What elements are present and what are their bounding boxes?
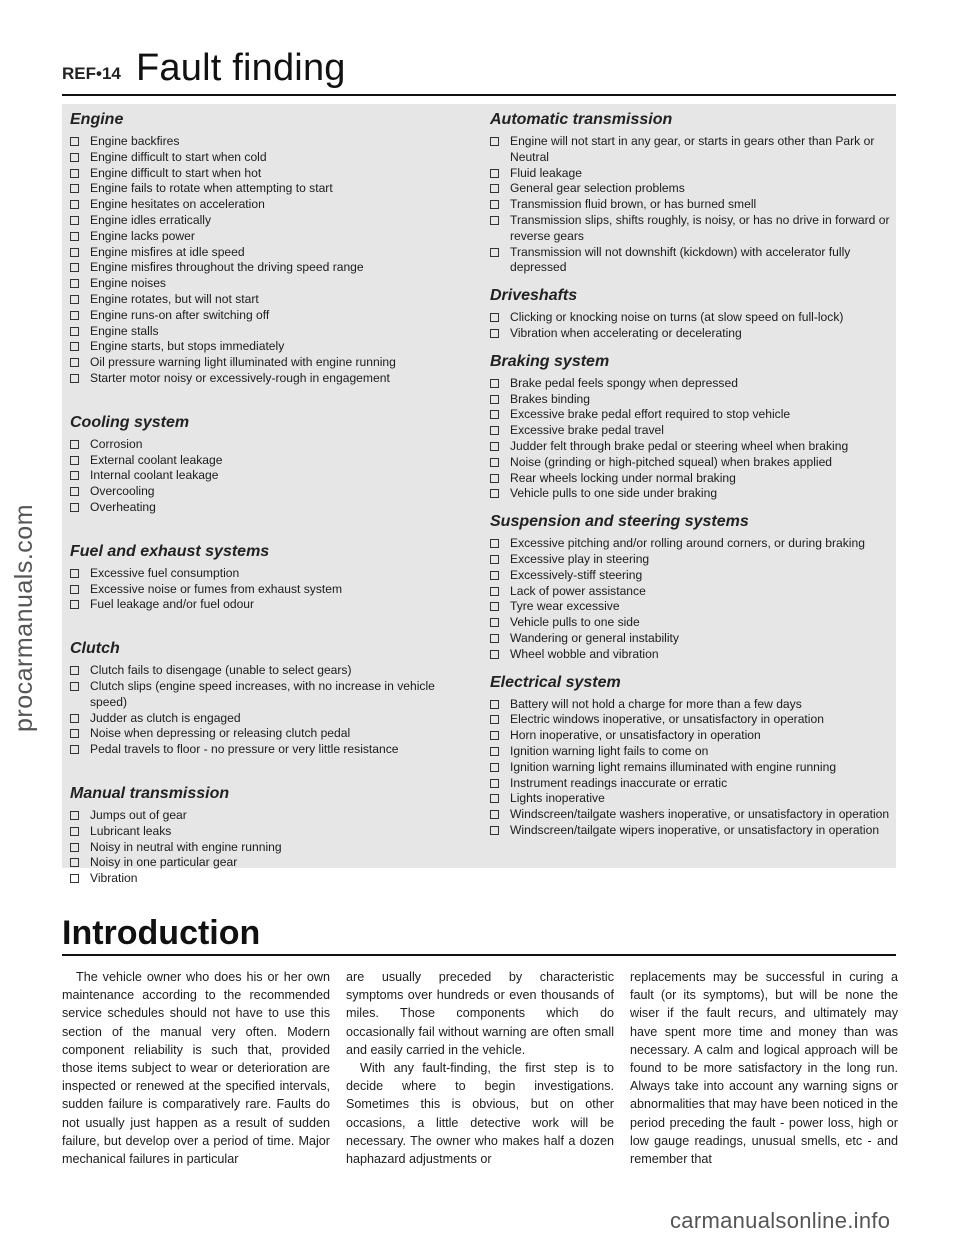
- symptom-item: [70, 324, 470, 340]
- symptom-item: [490, 423, 890, 439]
- checkbox-icon: [490, 200, 499, 209]
- checkbox-icon: [490, 474, 499, 483]
- symptom-text: Electric windows inoperative, or unsatisfactory in operation: [510, 712, 824, 727]
- symptom-item: [70, 726, 470, 742]
- symptom-item: [70, 339, 470, 355]
- symptom-text: Starter motor noisy or excessively-rough in engagement: [90, 370, 390, 385]
- symptom-text: Fluid leakage: [510, 165, 582, 180]
- checkbox-icon: [490, 700, 499, 709]
- symptom-text: Engine lacks power: [90, 228, 195, 243]
- symptom-text: Windscreen/tailgate wipers inoperative, or unsatisfactory in operation: [510, 822, 880, 837]
- symptom-item: [70, 824, 470, 840]
- checkbox-icon: [70, 600, 79, 609]
- symptom-list: [490, 376, 890, 502]
- checkbox-icon: [70, 471, 79, 480]
- symptom-text: Battery will not hold a charge for more than a few days: [510, 696, 802, 711]
- symptom-text: Excessive fuel consumption: [90, 565, 240, 580]
- section-title: Automatic transmission: [490, 111, 673, 128]
- symptom-text: Engine stalls: [90, 323, 159, 338]
- symptom-item: [490, 213, 890, 245]
- symptom-text: Lack of power assistance: [510, 583, 646, 598]
- page-title: Fault finding: [136, 47, 346, 89]
- symptom-text: Engine starts, but stops immediately: [90, 339, 285, 354]
- section-engine: [70, 110, 470, 387]
- checkbox-icon: [490, 458, 499, 467]
- symptom-item: [70, 679, 470, 711]
- symptom-item: [70, 855, 470, 871]
- checkbox-icon: [70, 811, 79, 820]
- checkbox-icon: [490, 810, 499, 819]
- section-driveshafts: [490, 286, 890, 342]
- section-manual-transmission: [70, 784, 470, 887]
- checkbox-icon: [490, 826, 499, 835]
- symptom-item: [70, 742, 470, 758]
- symptom-item: [490, 712, 890, 728]
- checkbox-icon: [70, 456, 79, 465]
- symptom-text: Brake pedal feels spongy when depressed: [510, 375, 738, 390]
- footer-watermark: carmanualsonline.info: [670, 1208, 891, 1233]
- checkbox-icon: [490, 248, 499, 257]
- symptom-text: Clutch fails to disengage (unable to select gears): [90, 663, 352, 678]
- symptom-item: [70, 260, 470, 276]
- checkbox-icon: [490, 571, 499, 580]
- checkbox-icon: [490, 794, 499, 803]
- checkbox-icon: [490, 634, 499, 643]
- checkbox-icon: [70, 729, 79, 738]
- symptom-text: Instrument readings inaccurate or erratic: [510, 775, 728, 790]
- checkbox-icon: [490, 137, 499, 146]
- symptom-item: [490, 197, 890, 213]
- symptom-text: Transmission slips, shifts roughly, is noisy, or has no drive in forward or reverse gears: [510, 212, 890, 243]
- checkbox-icon: [70, 440, 79, 449]
- checkbox-icon: [490, 731, 499, 740]
- checkbox-icon: [490, 489, 499, 498]
- symptom-item: [490, 647, 890, 663]
- checkbox-icon: [490, 184, 499, 193]
- symptom-text: Transmission will not downshift (kickdown) with accelerator fully depressed: [510, 244, 851, 275]
- symptom-item: [70, 276, 470, 292]
- symptom-item: [70, 484, 470, 500]
- side-watermark: procarmanuals.com: [10, 503, 38, 733]
- contents-panel: [62, 104, 896, 886]
- section-fuel-and-exhaust-systems: [70, 542, 470, 613]
- checkbox-icon: [490, 313, 499, 322]
- symptom-text: Jumps out of gear: [90, 807, 187, 822]
- section-title: Manual transmission: [70, 784, 230, 802]
- symptom-text: Engine difficult to start when hot: [90, 165, 262, 180]
- contents-right-column: [490, 104, 890, 839]
- symptom-text: Vehicle pulls to one side under braking: [510, 486, 718, 501]
- intro-column-3: [630, 968, 898, 1168]
- section-automatic-transmission: [490, 110, 890, 276]
- checkbox-icon: [70, 374, 79, 383]
- checkbox-icon: [70, 843, 79, 852]
- page-reference: REF•14: [62, 64, 121, 83]
- symptom-text: Overcooling: [90, 484, 155, 499]
- symptom-text: Engine fails to rotate when attempting to start: [90, 181, 333, 196]
- symptom-item: [70, 453, 470, 469]
- section-electrical-system: [490, 673, 890, 839]
- symptom-item: [490, 310, 890, 326]
- symptom-text: Judder felt through brake pedal or steering wheel when braking: [510, 438, 849, 453]
- intro-column-2: [346, 968, 614, 1168]
- symptom-item: [490, 760, 890, 776]
- intro-paragraph: replacements may be successful in curing a fault (or its symptoms), but will be none the wiser if the fault recurs, and ultimately may have spent more time and money than was necessary. A calm and logical approach will be found to be more satisfactory in the long run. Always take into account any warning signs or abnormalities that may have been noticed in the period preceding the fault - power loss, high or low gauge readings, unusual smells, etc - and remember that: [630, 970, 898, 1167]
- checkbox-icon: [70, 585, 79, 594]
- symptom-text: Engine will not start in any gear, or starts in gears other than Park or Neutral: [510, 134, 875, 164]
- checkbox-icon: [490, 379, 499, 388]
- symptom-text: Ignition warning light fails to come on: [510, 743, 709, 758]
- symptom-item: [490, 823, 890, 839]
- symptom-item: [70, 500, 470, 516]
- checkbox-icon: [70, 184, 79, 193]
- symptom-text: Judder as clutch is engaged: [90, 710, 241, 725]
- symptom-text: Vibration when accelerating or decelerating: [510, 325, 742, 340]
- symptom-item: [490, 245, 890, 277]
- symptom-item: [70, 245, 470, 261]
- intro-paragraph: With any fault-finding, the first step is to decide where to begin investigations. Sometimes this is obvious, but on other occasions, a little detective work will be necessary. The owner who makes half a dozen haphazard adjustments or: [346, 1061, 614, 1167]
- section-suspension-and-steering-systems: [490, 512, 890, 662]
- symptom-text: Engine noises: [90, 276, 166, 291]
- checkbox-icon: [490, 410, 499, 419]
- checkbox-icon: [70, 874, 79, 883]
- symptom-list: [70, 134, 470, 387]
- symptom-text: Vibration: [90, 871, 138, 886]
- symptom-list: [490, 134, 890, 276]
- symptom-text: Engine difficult to start when cold: [90, 149, 267, 164]
- symptom-item: [70, 437, 470, 453]
- symptom-item: [490, 615, 890, 631]
- checkbox-icon: [70, 682, 79, 691]
- symptom-text: Fuel leakage and/or fuel odour: [90, 597, 255, 612]
- symptom-text: Engine hesitates on acceleration: [90, 197, 265, 212]
- symptom-item: [490, 392, 890, 408]
- symptom-list: [490, 697, 890, 839]
- symptom-text: Vehicle pulls to one side: [510, 615, 640, 630]
- symptom-item: [490, 552, 890, 568]
- introduction-rule: [62, 954, 896, 956]
- symptom-text: Overheating: [90, 499, 156, 514]
- symptom-list: [70, 566, 470, 613]
- symptom-item: [70, 566, 470, 582]
- symptom-item: [70, 166, 470, 182]
- symptom-item: [70, 150, 470, 166]
- symptom-item: [70, 840, 470, 856]
- checkbox-icon: [70, 216, 79, 225]
- symptom-item: [70, 229, 470, 245]
- checkbox-icon: [490, 747, 499, 756]
- symptom-item: [490, 568, 890, 584]
- symptom-item: [490, 166, 890, 182]
- introduction-heading: Introduction: [62, 914, 261, 952]
- checkbox-icon: [490, 587, 499, 596]
- symptom-text: Noise when depressing or releasing clutch pedal: [90, 726, 351, 741]
- symptom-text: Excessively-stiff steering: [510, 567, 643, 582]
- symptom-item: [490, 697, 890, 713]
- symptom-text: Ignition warning light remains illuminated with engine running: [510, 759, 837, 774]
- section-title: Driveshafts: [490, 287, 578, 305]
- checkbox-icon: [70, 666, 79, 675]
- symptom-item: [490, 134, 890, 166]
- symptom-item: [70, 371, 470, 387]
- symptom-text: Oil pressure warning light illuminated with engine running: [90, 355, 396, 370]
- symptom-item: [490, 776, 890, 792]
- checkbox-icon: [490, 555, 499, 564]
- page-header: [62, 44, 896, 92]
- checkbox-icon: [490, 539, 499, 548]
- symptom-text: Wandering or general instability: [510, 630, 679, 645]
- symptom-item: [490, 728, 890, 744]
- checkbox-icon: [490, 715, 499, 724]
- checkbox-icon: [490, 763, 499, 772]
- symptom-text: Engine idles erratically: [90, 212, 211, 227]
- symptom-text: Excessive noise or fumes from exhaust system: [90, 581, 343, 596]
- symptom-item: [490, 599, 890, 615]
- symptom-item: [490, 376, 890, 392]
- checkbox-icon: [490, 650, 499, 659]
- symptom-item: [70, 711, 470, 727]
- section-cooling-system: [70, 413, 470, 516]
- symptom-list: [490, 310, 890, 342]
- intro-column-1: [62, 968, 330, 1168]
- symptom-text: Noise (grinding or high-pitched squeal) when brakes applied: [510, 454, 833, 469]
- checkbox-icon: [70, 295, 79, 304]
- symptom-text: Excessive brake pedal effort required to stop vehicle: [510, 407, 791, 422]
- symptom-item: [490, 471, 890, 487]
- symptom-item: [70, 582, 470, 598]
- symptom-item: [490, 326, 890, 342]
- symptom-text: Horn inoperative, or unsatisfactory in operation: [510, 728, 761, 743]
- symptom-text: Brakes binding: [510, 391, 591, 406]
- symptom-text: Excessive play in steering: [510, 551, 650, 566]
- symptom-text: Wheel wobble and vibration: [510, 646, 659, 661]
- section-title: Clutch: [70, 640, 120, 658]
- checkbox-icon: [70, 232, 79, 241]
- section-braking-system: [490, 352, 890, 502]
- checkbox-icon: [70, 745, 79, 754]
- symptom-item: [490, 455, 890, 471]
- symptom-text: Internal coolant leakage: [90, 468, 219, 483]
- symptom-item: [490, 744, 890, 760]
- checkbox-icon: [70, 714, 79, 723]
- symptom-text: Tyre wear excessive: [510, 599, 620, 614]
- symptom-item: [490, 439, 890, 455]
- symptom-list: [70, 808, 470, 887]
- section-title: Cooling system: [70, 413, 190, 431]
- symptom-text: Engine misfires at idle speed: [90, 244, 245, 259]
- checkbox-icon: [490, 779, 499, 788]
- checkbox-icon: [490, 442, 499, 451]
- symptom-text: Lubricant leaks: [90, 823, 172, 838]
- section-title: Electrical system: [490, 673, 621, 691]
- section-title: Braking system: [490, 352, 610, 370]
- checkbox-icon: [70, 487, 79, 496]
- symptom-item: [70, 871, 470, 887]
- checkbox-icon: [70, 137, 79, 146]
- symptom-item: [490, 791, 890, 807]
- symptom-text: Corrosion: [90, 436, 143, 451]
- symptom-text: Windscreen/tailgate washers inoperative, or unsatisfactory in operation: [510, 807, 890, 822]
- checkbox-icon: [490, 216, 499, 225]
- symptom-text: Excessive pitching and/or rolling around corners, or during braking: [510, 536, 865, 551]
- intro-paragraph: The vehicle owner who does his or her own maintenance according to the recommended service schedules should not have to use this section of the manual very often. Modern component reliability is such that, provided those items subject to wear or deterioration are inspected or renewed at the specified intervals, sudden failure is comparatively rare. Faults do not usually just happen as a result of sudden failure, but develop over a period of time. Major mechanical failures in particular: [62, 970, 330, 1167]
- symptom-item: [70, 308, 470, 324]
- checkbox-icon: [70, 248, 79, 257]
- symptom-list: [70, 663, 470, 758]
- intro-paragraph: are usually preceded by characteristic symptoms over hundreds or even thousands of miles. Those components which do occasionally fail without warning are often small and easily carried in the vehicle.: [346, 970, 614, 1057]
- checkbox-icon: [70, 263, 79, 272]
- symptom-item: [70, 181, 470, 197]
- header-rule: [62, 94, 896, 96]
- symptom-text: Pedal travels to floor - no pressure or very little resistance: [90, 742, 399, 757]
- symptom-item: [70, 213, 470, 229]
- checkbox-icon: [70, 311, 79, 320]
- section-title: Fuel and exhaust systems: [70, 542, 270, 560]
- symptom-text: External coolant leakage: [90, 452, 223, 467]
- symptom-item: [490, 584, 890, 600]
- checkbox-icon: [70, 858, 79, 867]
- symptom-item: [490, 181, 890, 197]
- symptom-item: [490, 631, 890, 647]
- section-clutch: [70, 639, 470, 758]
- checkbox-icon: [490, 426, 499, 435]
- checkbox-icon: [490, 395, 499, 404]
- symptom-item: [490, 807, 890, 823]
- section-title: Suspension and steering systems: [490, 513, 749, 531]
- symptom-text: Engine runs-on after switching off: [90, 307, 270, 322]
- section-title: Engine: [70, 111, 124, 128]
- symptom-item: [70, 134, 470, 150]
- symptom-item: [70, 197, 470, 213]
- symptom-list: [490, 536, 890, 662]
- symptom-text: Transmission fluid brown, or has burned smell: [510, 197, 757, 212]
- contents-left-column: [70, 104, 470, 887]
- symptom-text: Noisy in one particular gear: [90, 855, 238, 870]
- symptom-text: Noisy in neutral with engine running: [90, 839, 282, 854]
- checkbox-icon: [70, 358, 79, 367]
- symptom-item: [490, 486, 890, 502]
- symptom-item: [70, 292, 470, 308]
- checkbox-icon: [490, 169, 499, 178]
- checkbox-icon: [70, 827, 79, 836]
- symptom-text: Lights inoperative: [510, 791, 605, 806]
- checkbox-icon: [70, 327, 79, 336]
- checkbox-icon: [70, 153, 79, 162]
- symptom-item: [70, 663, 470, 679]
- checkbox-icon: [70, 279, 79, 288]
- symptom-item: [70, 355, 470, 371]
- checkbox-icon: [70, 200, 79, 209]
- checkbox-icon: [490, 618, 499, 627]
- symptom-item: [70, 597, 470, 613]
- symptom-text: Clicking or knocking noise on turns (at slow speed on full-lock): [510, 310, 844, 325]
- symptom-text: Clutch slips (engine speed increases, with no increase in vehicle speed): [90, 678, 435, 709]
- symptom-list: [70, 437, 470, 516]
- symptom-item: [70, 808, 470, 824]
- checkbox-icon: [70, 169, 79, 178]
- symptom-text: Engine misfires throughout the driving speed range: [90, 260, 364, 275]
- symptom-item: [490, 407, 890, 423]
- symptom-item: [490, 536, 890, 552]
- symptom-text: General gear selection problems: [510, 181, 685, 196]
- checkbox-icon: [490, 602, 499, 611]
- checkbox-icon: [70, 342, 79, 351]
- symptom-text: Engine backfires: [90, 134, 180, 148]
- symptom-item: [70, 468, 470, 484]
- symptom-text: Engine rotates, but will not start: [90, 291, 259, 306]
- checkbox-icon: [70, 569, 79, 578]
- symptom-text: Rear wheels locking under normal braking: [510, 470, 736, 485]
- checkbox-icon: [490, 329, 499, 338]
- symptom-text: Excessive brake pedal travel: [510, 423, 664, 438]
- checkbox-icon: [70, 503, 79, 512]
